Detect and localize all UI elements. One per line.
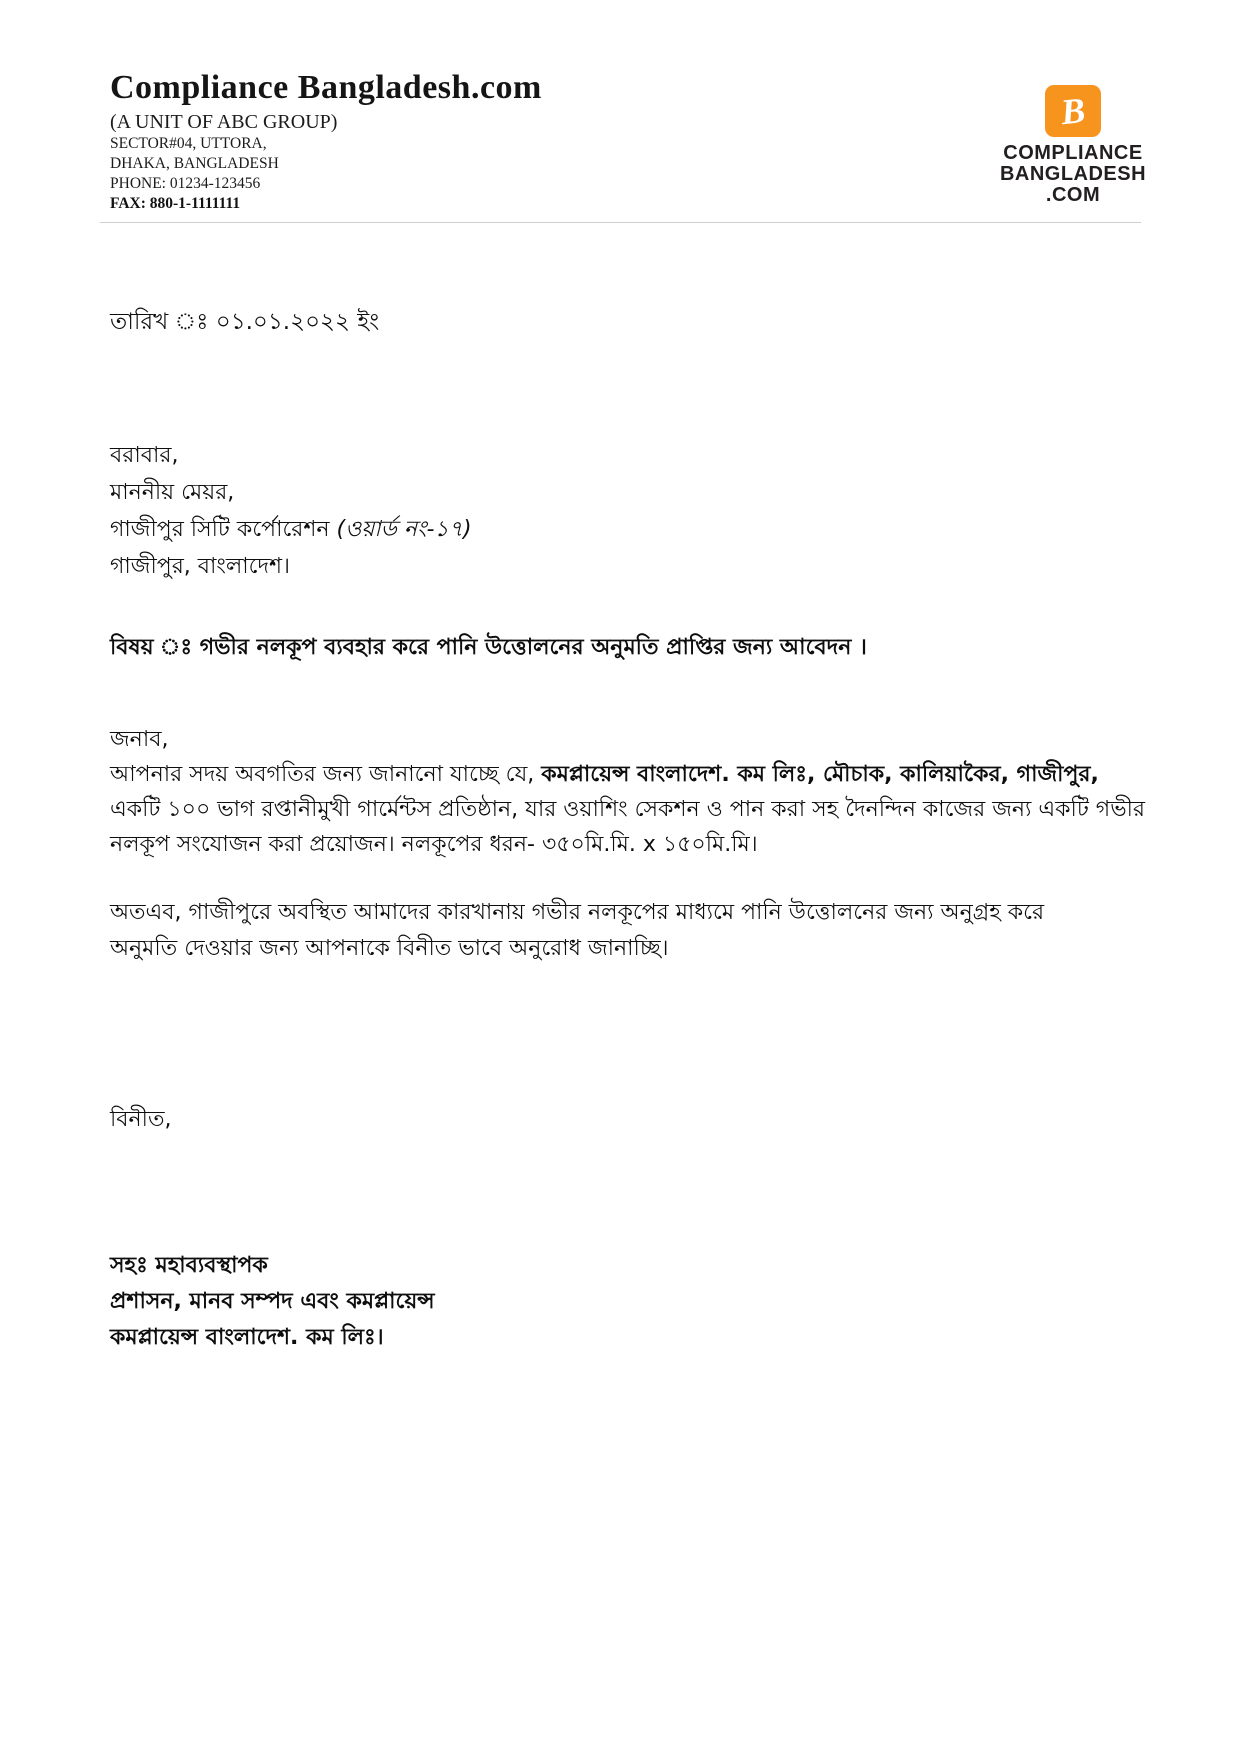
paragraph1-part1: আপনার সদয় অবগতির জন্য জানানো যাচ্ছে যে, (110, 762, 542, 787)
company-fax: FAX: 880-1-1111111 (110, 195, 241, 212)
logo-text-line2: BANGLADESH (999, 163, 1147, 185)
body-paragraph-1 (110, 722, 1145, 862)
header-divider (100, 222, 1141, 223)
logo-monogram-b-icon: B (1058, 89, 1088, 133)
signature-block (110, 1248, 435, 1356)
paragraph1-part2: একটি ১০০ ভাগ রপ্তানীমুখী গার্মেন্টস প্রতিষ্ঠান, যার ওয়াশিং সেকশন ও পান করা সহ দৈনন্দিন কাজের জন্য একটি গভীর নলকূপ সংযোজন করা প্রয়োজন। নলকূপের ধরন- ৩৫০মি.মি. x ১৫০মি.মি। (110, 797, 1145, 857)
subject-line: বিষয় ঃ গভীর নলকূপ ব্যবহার করে পানি উত্তোলনের অনুমতি প্রাপ্তির জন্য আবেদন । (110, 635, 867, 660)
signature-title: সহঃ মহাব্যবস্থাপক (110, 1253, 268, 1278)
logo-text-line3: .COM (1045, 184, 1101, 206)
paragraph1-company-bold: কমপ্লায়েন্স বাংলাদেশ. কম লিঃ, মৌচাক, কালিয়াকৈর, গাজীপুর, (541, 762, 1099, 787)
company-logo (998, 85, 1148, 206)
recipient-line3 (110, 511, 472, 548)
recipient-line2: মাননীয় মেয়র, (110, 480, 235, 505)
company-name: Compliance Bangladesh.com (110, 69, 542, 106)
company-phone: PHONE: 01234-123456 (110, 175, 261, 192)
logo-badge-icon (1045, 85, 1101, 137)
recipient-block (110, 437, 472, 585)
recipient-line4: গাজীপুর, বাংলাদেশ। (110, 554, 290, 579)
logo-text-line1: COMPLIANCE (1003, 142, 1143, 164)
company-unit-line: (A UNIT OF ABC GROUP) (110, 111, 338, 133)
company-header (110, 68, 670, 214)
body-paragraph-2: অতএব, গাজীপুরে অবস্থিত আমাদের কারখানায় গভীর নলকূপের মাধ্যমে পানি উত্তোলনের জন্য অনুগ্রহ করে অনুমতি দেওয়ার জন্য আপনাকে বিনীত ভাবে অনুরোধ জানাচ্ছি। (110, 900, 1045, 961)
date-line: তারিখ ঃ ০১.০১.২০২২ ইং (110, 309, 380, 335)
recipient-line3-regular: গাজীপুর সিটি কর্পোরেশন (110, 517, 337, 542)
company-address-line2: DHAKA, BANGLADESH (110, 155, 279, 172)
company-address-line1: SECTOR#04, UTTORA, (110, 135, 267, 152)
signature-department: প্রশাসন, মানব সম্পদ এবং কমপ্লায়েন্স (110, 1289, 435, 1314)
recipient-line1: বরাবার, (110, 443, 179, 468)
closing-line: বিনীত, (110, 1107, 172, 1132)
salutation: জনাব, (110, 727, 169, 752)
recipient-line3-ward: (ওয়ার্ড নং-১৭) (336, 517, 472, 542)
signature-company: কমপ্লায়েন্স বাংলাদেশ. কম লিঃ। (110, 1325, 384, 1350)
